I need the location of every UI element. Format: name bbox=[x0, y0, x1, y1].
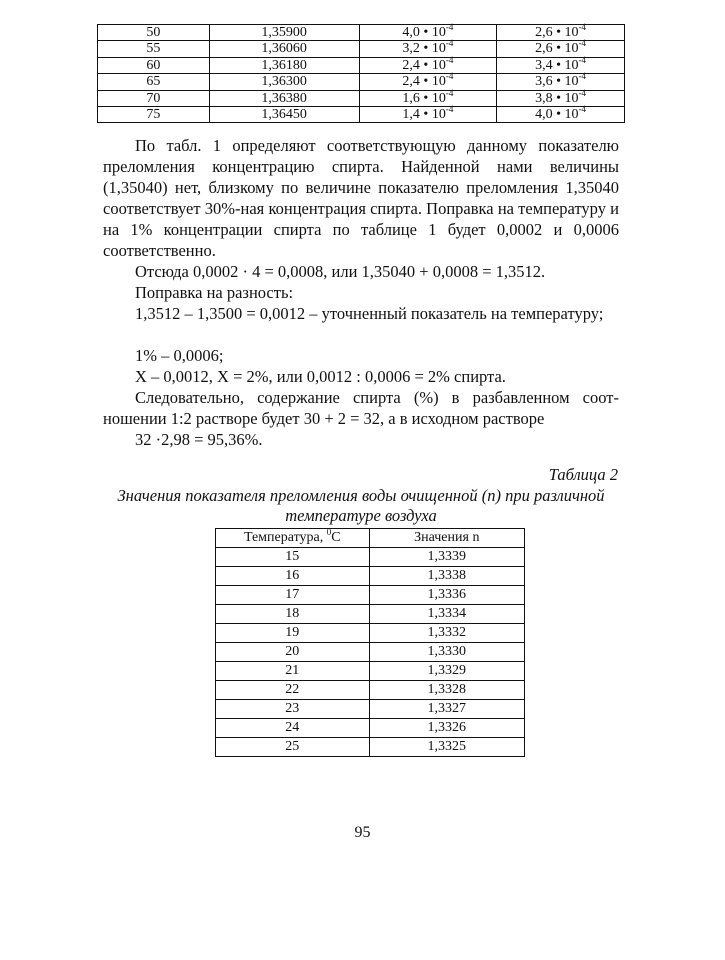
table-row bbox=[98, 107, 625, 123]
refraction-table-continuation bbox=[97, 24, 625, 123]
refraction-value-cell: 1,3330 bbox=[369, 643, 524, 662]
table-cell: 3,8 • $10^{-4}$ bbox=[497, 90, 625, 106]
table-cell: 3,6 • $10^{-4}$ bbox=[497, 74, 625, 90]
table-row bbox=[98, 74, 625, 90]
table-cell: 1,36300 bbox=[209, 74, 359, 90]
calc-line-proportion: 1% – 0,0006; bbox=[135, 346, 224, 365]
refraction-value-cell: 1,3326 bbox=[369, 719, 524, 738]
table-cell: 1,36060 bbox=[209, 41, 359, 57]
table-row bbox=[216, 719, 525, 738]
table-row bbox=[216, 624, 525, 643]
table-cell: 1,4 • $10^{-4}$ bbox=[359, 107, 497, 123]
table-cell: 2,6 • $10^{-4}$ bbox=[497, 25, 625, 41]
table-cell: 1,35900 bbox=[209, 25, 359, 41]
calc-line-result: X – 0,0012, X = 2%, или 0,0012 : 0,0006 = 2% спирта. bbox=[135, 367, 506, 386]
temperature-cell: 24 bbox=[216, 719, 370, 738]
temperature-cell: 17 bbox=[216, 586, 370, 605]
table-row bbox=[98, 90, 625, 106]
temperature-cell: 15 bbox=[216, 548, 370, 567]
table-cell: 4,0 • $10^{-4}$ bbox=[359, 25, 497, 41]
table-row bbox=[216, 700, 525, 719]
table-cell: 65 bbox=[98, 74, 210, 90]
table-cell: 1,6 • $10^{-4}$ bbox=[359, 90, 497, 106]
calc-line-final: 32 ·2,98 = 95,36%. bbox=[135, 430, 263, 449]
table2-label: Таблица 2 bbox=[548, 465, 618, 484]
refraction-value-cell: 1,3336 bbox=[369, 586, 524, 605]
temperature-cell: 19 bbox=[216, 624, 370, 643]
temperature-cell: 16 bbox=[216, 567, 370, 586]
table-cell: 60 bbox=[98, 57, 210, 73]
page-number: 95 bbox=[354, 824, 371, 841]
table-cell: 3,4 • $10^{-4}$ bbox=[497, 57, 625, 73]
table-cell: 4,0 • $10^{-4}$ bbox=[497, 107, 625, 123]
table-row bbox=[216, 586, 525, 605]
table-cell: 50 bbox=[98, 25, 210, 41]
paragraph-refined-index: 1,3512 – 1,3500 = 0,0012 – уточненный показатель на температуру; bbox=[135, 304, 604, 323]
temperature-cell: 23 bbox=[216, 700, 370, 719]
paragraph-method: По табл. 1 определяют соответствующую данному показателю преломления концентрацию спирта. Найденной нами величины (1,35040) нет, близкому по величине показателю преломления 1,35040 соответствует 30%-ная концентрация спирта. Поправка на температуру и на 1% концентрации спирта по таблице 1 будет 0,0002 и 0,0006 соответственно. bbox=[103, 136, 619, 260]
table2-title: Значения показателя преломления воды очищенной (n) при различной температуре воздуха bbox=[117, 486, 605, 525]
refraction-value-cell: 1,3325 bbox=[369, 738, 524, 757]
table-row bbox=[216, 738, 525, 757]
table-row bbox=[216, 643, 525, 662]
calc-line-difference-label: Поправка на разность: bbox=[135, 283, 294, 302]
calc-line-correction: Отсюда 0,0002 · 4 = 0,0008, или 1,35040 + 0,0008 = 1,3512. bbox=[135, 262, 546, 281]
refraction-value-cell: 1,3327 bbox=[369, 700, 524, 719]
refraction-value-cell: 1,3339 bbox=[369, 548, 524, 567]
table-cell: 1,36180 bbox=[209, 57, 359, 73]
temperature-cell: 18 bbox=[216, 605, 370, 624]
refraction-value-cell: 1,3332 bbox=[369, 624, 524, 643]
table-cell: 70 bbox=[98, 90, 210, 106]
temperature-cell: 25 bbox=[216, 738, 370, 757]
table-header-row bbox=[216, 529, 525, 548]
paragraph-conclusion: Следовательно, содержание спирта (%) в разбавленном соотношении 1:2 растворе будет 30 + 2 = 32, а в исходном растворе bbox=[103, 388, 619, 428]
table-row bbox=[216, 567, 525, 586]
table-row bbox=[98, 25, 625, 41]
table-row bbox=[216, 681, 525, 700]
table-row bbox=[216, 662, 525, 681]
table-cell: 1,36380 bbox=[209, 90, 359, 106]
refraction-value-cell: 1,3334 bbox=[369, 605, 524, 624]
temperature-cell: 21 bbox=[216, 662, 370, 681]
table-cell: 75 bbox=[98, 107, 210, 123]
table-cell: 2,4 • $10^{-4}$ bbox=[359, 74, 497, 90]
table-row bbox=[98, 57, 625, 73]
table-cell: 3,2 • $10^{-4}$ bbox=[359, 41, 497, 57]
table-row bbox=[216, 548, 525, 567]
refraction-value-cell: 1,3328 bbox=[369, 681, 524, 700]
table-row bbox=[98, 41, 625, 57]
table-cell: 55 bbox=[98, 41, 210, 57]
table-row bbox=[216, 605, 525, 624]
water-refraction-table bbox=[215, 528, 525, 757]
temperature-cell: 22 bbox=[216, 681, 370, 700]
refraction-value-cell: 1,3338 bbox=[369, 567, 524, 586]
refraction-value-cell: 1,3329 bbox=[369, 662, 524, 681]
table-cell: 2,6 • $10^{-4}$ bbox=[497, 41, 625, 57]
table-cell: 1,36450 bbox=[209, 107, 359, 123]
header-value: Значения n bbox=[369, 529, 524, 548]
temperature-cell: 20 bbox=[216, 643, 370, 662]
table-cell: 2,4 • $10^{-4}$ bbox=[359, 57, 497, 73]
header-temperature: Температура, $^0$С bbox=[216, 529, 370, 548]
